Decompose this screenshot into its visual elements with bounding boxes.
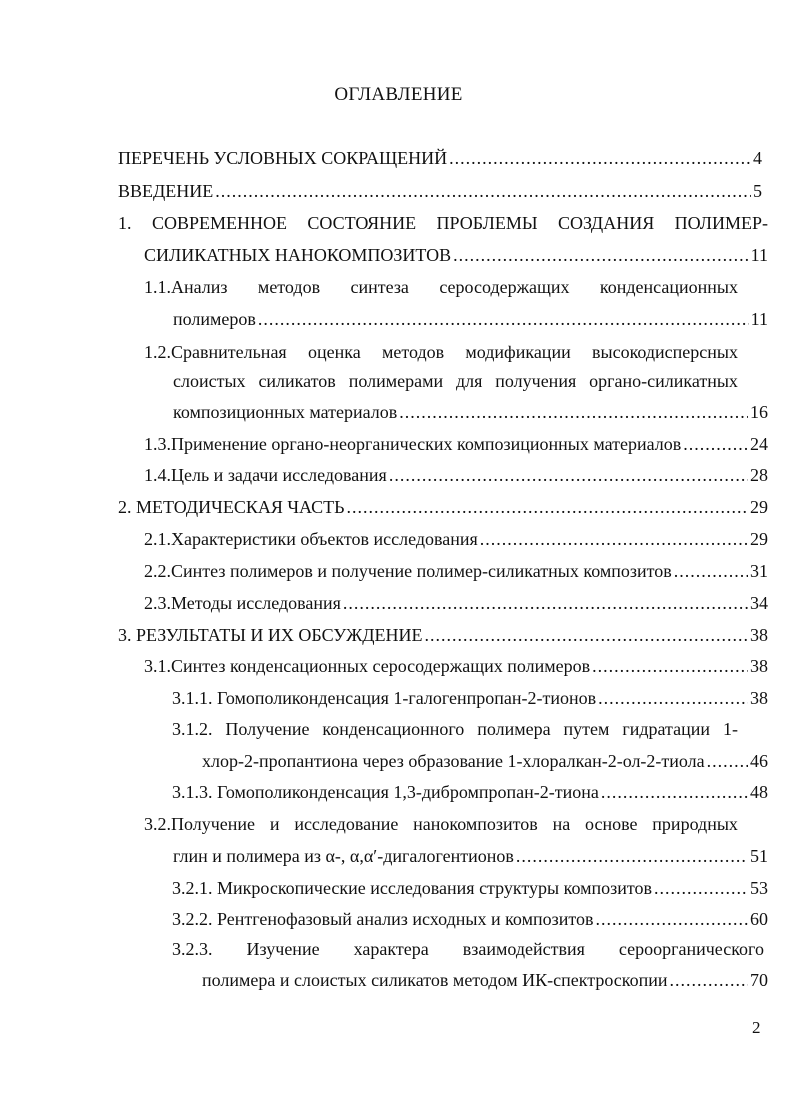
toc-leader-dots <box>215 179 751 203</box>
toc-entry[interactable] <box>173 400 768 424</box>
toc-leader-dots <box>343 591 748 615</box>
toc-entry-text: 2. МЕТОДИЧЕСКАЯ ЧАСТЬ <box>118 497 345 517</box>
toc-entry[interactable] <box>144 559 768 583</box>
toc-leader-dots <box>598 686 748 710</box>
toc-entry-text: 3.1.3. Гомополиконденсация 1,3-дибромпропан-2-тиона <box>172 782 599 802</box>
toc-leader-dots <box>449 146 751 170</box>
toc-entry-text: 3. РЕЗУЛЬТАТЫ И ИХ ОБСУЖДЕНИЕ <box>118 625 423 645</box>
toc-leader-dots <box>480 527 748 551</box>
toc-leader-dots <box>347 495 749 519</box>
toc-leader-dots <box>258 307 749 331</box>
page-title: ОГЛАВЛЕНИЕ <box>334 84 463 105</box>
toc-entry-text: 3.1.2. Получение конденсационного полимера путем гидратации 1- <box>172 719 738 739</box>
toc-entry-text: 3.2.Получение и исследование нанокомпозитов на основе природных <box>144 814 738 834</box>
toc-entry-text: хлор-2-пропантиона через образование 1-хлоралкан-2-ол-2-тиола <box>202 751 705 771</box>
toc-entry-text: ПЕРЕЧЕНЬ УСЛОВНЫХ СОКРАЩЕНИЙ <box>118 148 448 168</box>
toc-leader-dots <box>425 623 748 647</box>
toc-entry[interactable] <box>173 307 768 331</box>
toc-entry-text: 3.2.2. Рентгенофазовый анализ исходных и композитов <box>172 909 594 929</box>
toc-entry-text: 3.1.1. Гомополиконденсация 1-галогенпропан-2-тионов <box>172 688 597 708</box>
toc-entry-page: 31 <box>750 561 768 581</box>
toc-entry-page: 5 <box>753 181 762 201</box>
toc-entry-text: 3.1.Синтез конденсационных серосодержащих полимеров <box>144 656 591 676</box>
toc-entry-text: 1.1.Анализ методов синтеза серосодержащих конденсационных <box>144 277 738 297</box>
toc-entry-line[interactable] <box>144 275 738 299</box>
toc-entry-text: 1.2.Сравнительная оценка методов модификации высокодисперсных <box>144 342 738 362</box>
toc-entry-page: 29 <box>750 529 768 549</box>
toc-entry-text: 3.2.3. Изучение характера взаимодействия сероорганического <box>172 939 764 959</box>
toc-entry[interactable] <box>202 968 768 992</box>
toc-entry-page: 38 <box>750 688 768 708</box>
toc-entry[interactable] <box>118 146 762 170</box>
toc-entry-text: полимера и слоистых силикатов методом ИК-спектроскопии <box>202 970 668 990</box>
toc-leader-dots <box>516 844 748 868</box>
toc-leader-dots <box>596 907 749 931</box>
toc-entry-page: 29 <box>750 497 768 517</box>
page-number: 2 <box>752 1018 761 1037</box>
toc-entry-page: 28 <box>750 465 768 485</box>
toc-entry[interactable] <box>173 844 768 868</box>
toc-entry-page: 4 <box>753 148 762 168</box>
toc-entry-text: ВВЕДЕНИЕ <box>118 181 214 201</box>
toc-entry-page: 53 <box>750 878 768 898</box>
toc-entry-text: 1.3.Применение органо-неорганических композиционных материалов <box>144 434 682 454</box>
toc-entry[interactable] <box>172 907 768 931</box>
toc-entry-text: композиционных материалов <box>173 402 398 422</box>
toc-entry-page: 11 <box>750 309 768 329</box>
toc-entry[interactable] <box>144 463 768 487</box>
toc-entry-page: 38 <box>750 656 768 676</box>
toc-entry[interactable] <box>118 623 768 647</box>
toc-entry-page: 24 <box>750 434 768 454</box>
toc-entry[interactable] <box>172 780 768 804</box>
toc-entry-line[interactable] <box>172 717 738 741</box>
toc-entry-page: 38 <box>750 625 768 645</box>
toc-entry-line[interactable] <box>172 937 764 961</box>
toc-entry[interactable] <box>118 179 762 203</box>
toc-entry[interactable] <box>172 876 768 900</box>
toc-entry-text: СИЛИКАТНЫХ НАНОКОМПОЗИТОВ <box>144 245 452 265</box>
toc-entry-page: 16 <box>750 402 768 422</box>
toc-entry[interactable] <box>144 527 768 551</box>
toc-entry-page: 60 <box>750 909 768 929</box>
toc-entry-page: 34 <box>750 593 768 613</box>
toc-entry-text: 2.3.Методы исследования <box>144 593 341 613</box>
toc-leader-dots <box>654 876 748 900</box>
toc-entry-page: 51 <box>750 846 768 866</box>
toc-leader-dots <box>389 463 748 487</box>
toc-entry-text: 1. СОВРЕМЕННОЕ СОСТОЯНИЕ ПРОБЛЕМЫ СОЗДАНИЯ ПОЛИМЕР- <box>118 213 768 233</box>
toc-leader-dots <box>399 400 748 424</box>
toc-leader-dots <box>453 243 748 267</box>
toc-entry-line[interactable] <box>144 340 738 364</box>
toc-entry[interactable] <box>144 243 768 267</box>
toc-entry-page: 70 <box>750 970 768 990</box>
toc-entry-line[interactable] <box>118 211 768 235</box>
toc-entry-text: 1.4.Цель и задачи исследования <box>144 465 387 485</box>
toc-entry[interactable] <box>202 749 768 773</box>
toc-entry[interactable] <box>144 432 768 456</box>
toc-leader-dots <box>683 432 748 456</box>
toc-entry-page: 48 <box>750 782 768 802</box>
toc-entry[interactable] <box>118 495 768 519</box>
toc-entry-page: 11 <box>750 245 768 265</box>
toc-entry-text: полимеров <box>173 309 256 329</box>
toc-leader-dots <box>670 968 749 992</box>
toc-entry-text: 2.2.Синтез полимеров и получение полимер-силикатных композитов <box>144 561 672 581</box>
toc-entry[interactable] <box>144 591 768 615</box>
toc-entry[interactable] <box>144 654 768 678</box>
toc-entry-line[interactable] <box>144 812 738 836</box>
toc-leader-dots <box>707 749 748 773</box>
toc-entry-line[interactable] <box>173 369 738 393</box>
toc-entry-page: 46 <box>750 751 768 771</box>
toc-leader-dots <box>601 780 748 804</box>
toc-leader-dots <box>592 654 748 678</box>
toc-entry-text: 2.1.Характеристики объектов исследования <box>144 529 478 549</box>
toc-entry-text: глин и полимера из α-, α,α′-дигалогентионов <box>173 846 514 866</box>
toc-entry-text: 3.2.1. Микроскопические исследования структуры композитов <box>172 878 653 898</box>
toc-entry[interactable] <box>172 686 768 710</box>
toc-leader-dots <box>674 559 748 583</box>
toc-entry-text: слоистых силикатов полимерами для получения органо-силикатных <box>173 371 738 391</box>
